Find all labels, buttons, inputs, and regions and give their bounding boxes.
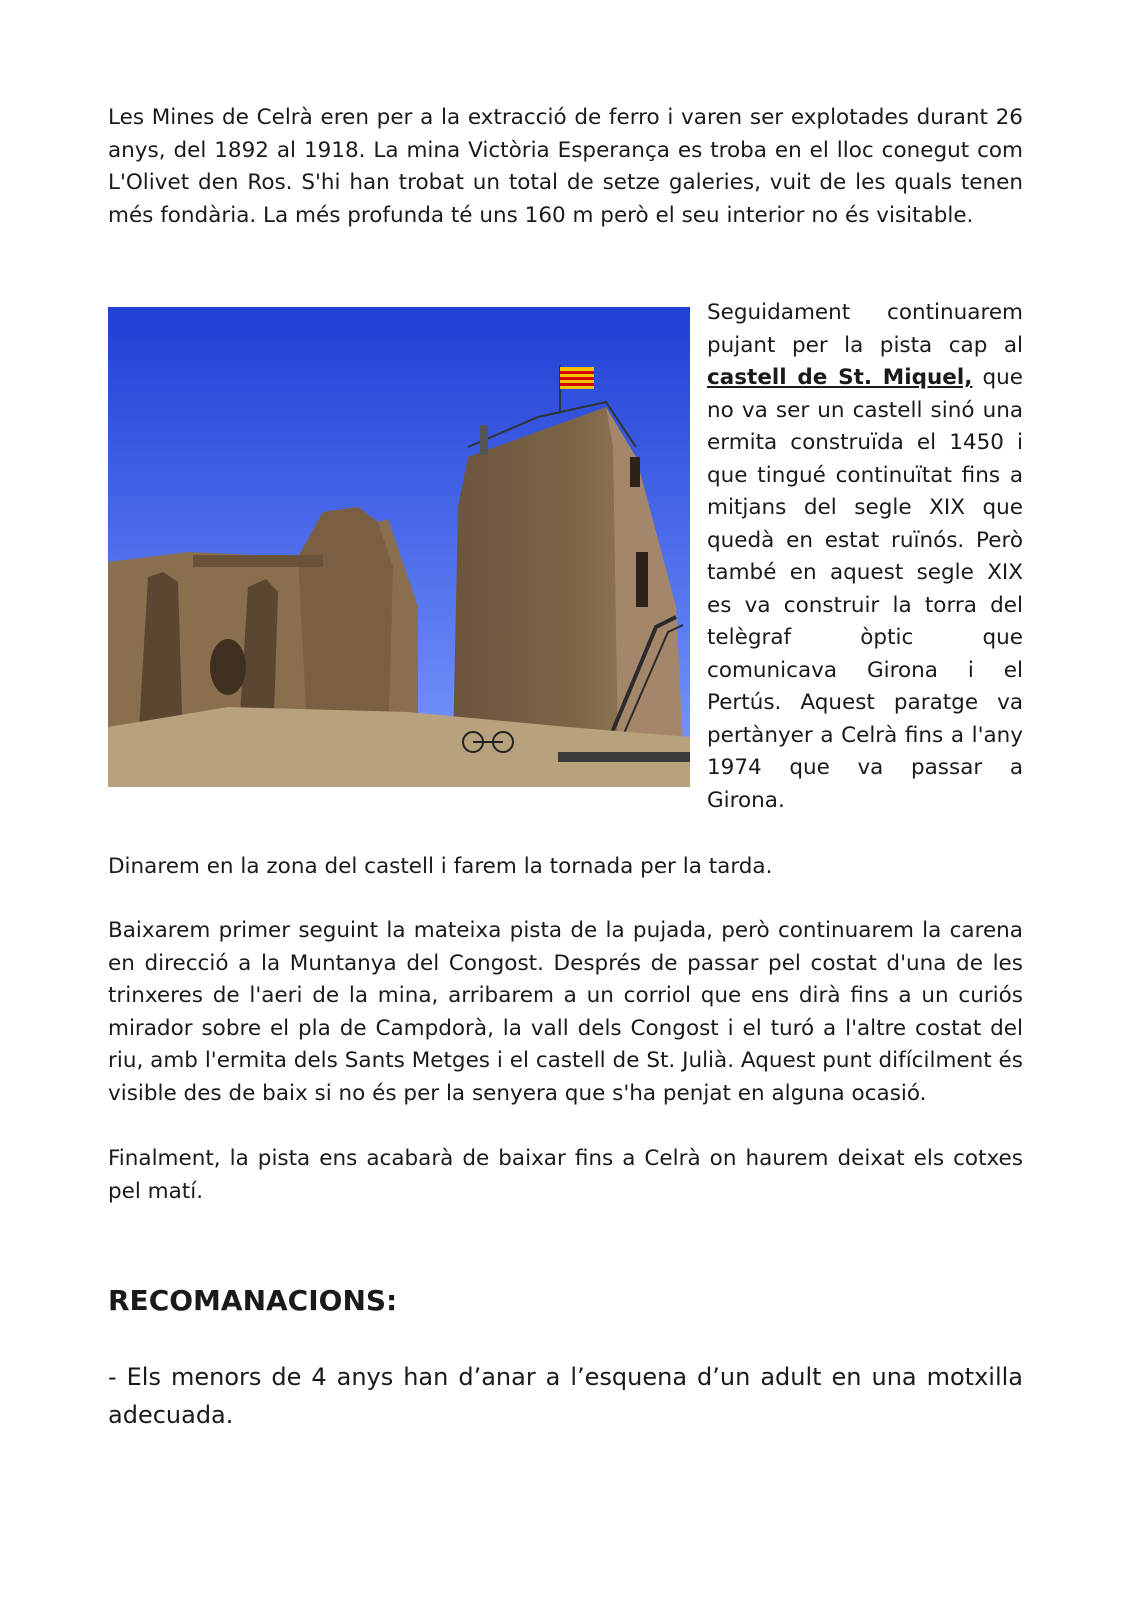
tower-window: [630, 457, 640, 487]
lunch-paragraph: Dinarem en la zona del castell i farem la tornada per la tarda.: [108, 854, 773, 879]
ruin-platform: [193, 555, 323, 567]
castle-text-before: Seguidament continuarem pujant per la pista cap al: [707, 300, 1023, 358]
descent-paragraph: Baixarem primer seguint la mateixa pista de la pujada, però continuarem la carena en direcció a la Muntanya del Congost. Després de passar pel costat d'una de les trinxeres de l'aeri de la mina, arribarem a un corriol que ens dirà fins a un curiós mirador sobre el pla de Campdorà, la vall dels Congost i el turó a l'altre costat del riu, amb l'ermita dels Sants Metges i el castell de St. Julià. Aquest punt difícilment és visible des de baix si no és per la senyera que s'ha penjat en alguna ocasió.: [108, 918, 1023, 1106]
recommendation-item: - Els menors de 4 anys han d’anar a l’esquena d’un adult en una motxilla adecuada.: [108, 1363, 1023, 1429]
castle-text-after: que no va ser un castell sinó una ermita construïda el 1450 i que tingué continuïtat fins a mitjans del segle XIX que quedà en estat ruïnós. Però també en aquest segle XIX es va construir la torra del telègraf òptic que comunicava Girona i el Pertús. Aquest paratge va pertànyer a Celrà fins a l'any 1974 que va passar a Girona.: [707, 365, 1023, 813]
castle-description: [707, 297, 1023, 817]
ruin-arch: [210, 639, 246, 695]
flag-stripe: [560, 371, 594, 374]
castle-photo: [108, 307, 690, 787]
castle-link[interactable]: castell de St. Miquel,: [707, 365, 973, 390]
chimney: [480, 425, 488, 455]
intro-paragraph: Les Mines de Celrà eren per a la extracció de ferro i varen ser explotades durant 26 anys, del 1892 al 1918. La mina Victòria Esperança es troba en el lloc conegut com L'Olivet den Ros. S'hi han trobat un total de setze galeries, vuit de les quals tenen més fondària. La més profunda té uns 160 m però el seu interior no és visitable.: [108, 105, 1023, 228]
walkway: [558, 752, 690, 762]
tower-door: [636, 552, 648, 607]
flag-stripe: [560, 377, 594, 380]
final-paragraph: Finalment, la pista ens acabarà de baixar fins a Celrà on haurem deixat els cotxes pel matí.: [108, 1146, 1023, 1204]
flag-stripe: [560, 383, 594, 386]
recommendations-heading: RECOMANACIONS:: [108, 1284, 398, 1317]
